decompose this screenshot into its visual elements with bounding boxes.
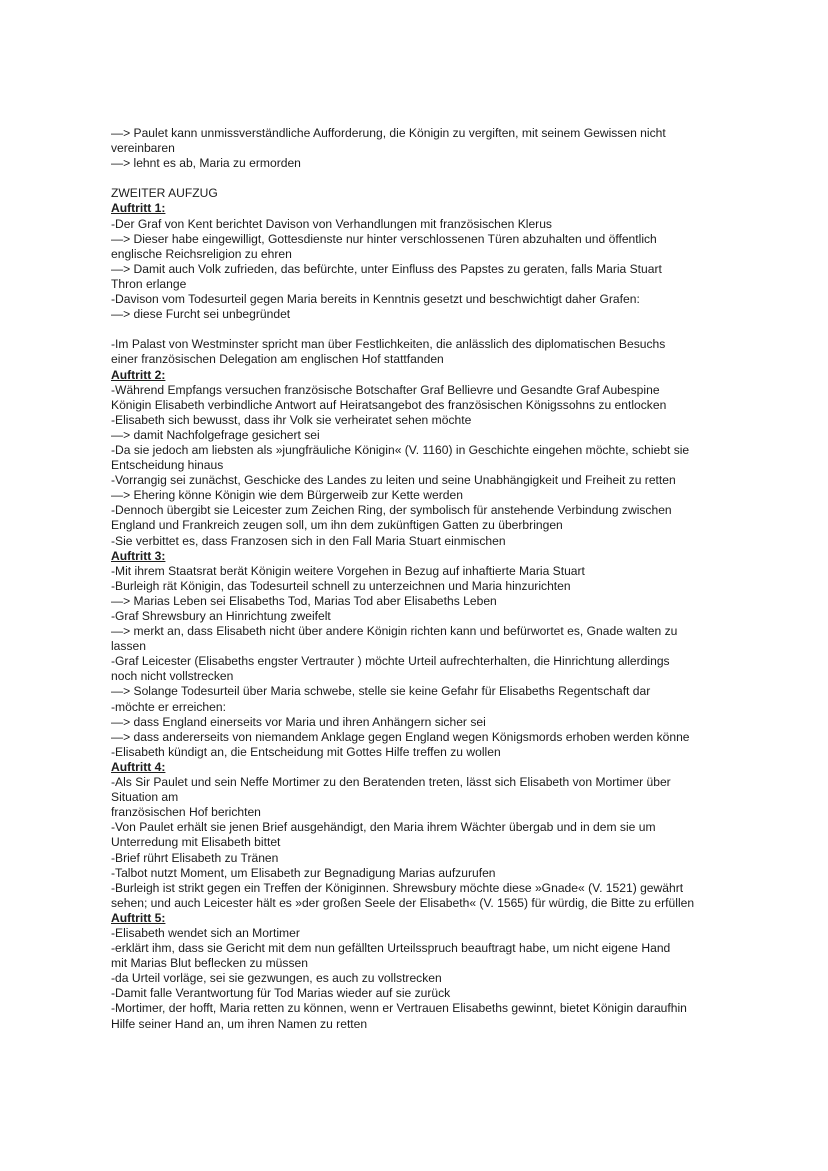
- text-line: —> diese Furcht sei unbegründet: [111, 307, 291, 322]
- paragraph: [111, 820, 721, 850]
- paragraph: [111, 775, 721, 820]
- text-line: —> damit Nachfolgefrage gesichert sei: [111, 427, 320, 442]
- text-line: -Brief rührt Elisabeth zu Tränen: [111, 850, 279, 865]
- text-line: -Dennoch übergibt sie Leicester zum Zeichen Ring, der symbolisch für anstehende Verbindung zwischen: [111, 503, 672, 518]
- paragraph: [111, 503, 721, 533]
- text-line: —> merkt an, dass Elisabeth nicht über andere Königin richten kann und befürwortet es, Gnade walten zu: [111, 624, 678, 639]
- text-line: -Graf Shrewsbury an Hinrichtung zweifelt: [111, 609, 331, 623]
- paragraph: [111, 881, 721, 911]
- text-line: Hilfe seiner Hand an, um ihren Namen zu retten: [111, 1016, 368, 1031]
- text-line: noch nicht vollstrecken: [111, 669, 234, 684]
- paragraph: [111, 534, 721, 549]
- paragraph: [111, 413, 721, 428]
- paragraph: [111, 715, 721, 730]
- text-line: Unterredung mit Elisabeth bittet: [111, 835, 281, 850]
- paragraph: [111, 851, 721, 866]
- text-line: -Talbot nutzt Moment, um Elisabeth zur Begnadigung Marias aufzurufen: [111, 865, 496, 880]
- text-line: lassen: [111, 639, 146, 654]
- paragraph: [111, 684, 721, 699]
- text-line: —> Paulet kann unmissverständliche Aufforderung, die Königin zu vergiften, mit seinem Gewissen nicht: [111, 126, 666, 140]
- text-line: sehen; und auch Leicester hält es »der großen Seele der Elisabeth« (V. 1565) für würdig, die Bitte zu erfüllen: [111, 895, 695, 910]
- paragraph: [111, 186, 721, 201]
- text-line: —> lehnt es ab, Maria zu ermorden: [111, 156, 301, 171]
- text-line: -Elisabeth sich bewusst, dass ihr Volk sie verheiratet sehen möchte: [111, 412, 472, 427]
- text-line: -Sie verbittet es, dass Franzosen sich in den Fall Maria Stuart einmischen: [111, 533, 506, 548]
- text-line: -Im Palast von Westminster spricht man über Festlichkeiten, die anlässlich des diplomatischen Besuchs: [111, 337, 666, 352]
- section-heading: Auftritt 3:: [111, 548, 166, 563]
- text-line: —> Ehering könne Königin wie dem Bürgerweib zur Kette werden: [111, 488, 463, 503]
- section-heading: Auftritt 2:: [111, 367, 166, 382]
- paragraph: [111, 624, 721, 654]
- text-line: Königin Elisabeth verbindliche Antwort auf Heiratsangebot des französischen Königssohns zu entlocken: [111, 397, 667, 412]
- paragraph: [111, 337, 721, 367]
- text-line: einer französischen Delegation am englischen Hof stattfanden: [111, 352, 444, 367]
- paragraph: [111, 383, 721, 413]
- text-line: vereinbaren: [111, 141, 175, 156]
- paragraph: [111, 488, 721, 503]
- paragraph: [111, 473, 721, 488]
- paragraph: [111, 579, 721, 594]
- text-line: -Von Paulet erhält sie jenen Brief ausgehändigt, den Maria ihrem Wächter übergab und in dem sie um: [111, 820, 656, 835]
- text-line: -Elisabeth kündigt an, die Entscheidung mit Gottes Hilfe treffen zu wollen: [111, 744, 501, 759]
- text-line: -Der Graf von Kent berichtet Davison von Verhandlungen mit französischen Klerus: [111, 216, 552, 231]
- paragraph: [111, 986, 721, 1001]
- text-line: -Davison vom Todesurteil gegen Maria bereits in Kenntnis gesetzt und beschwichtigt daher Grafen:: [111, 292, 640, 307]
- text-line: -Elisabeth wendet sich an Mortimer: [111, 925, 300, 940]
- paragraph: [111, 126, 721, 156]
- paragraph: [111, 564, 721, 579]
- text-line: -möchte er erreichen:: [111, 699, 226, 714]
- text-line: —> Solange Todesurteil über Maria schwebe, stelle sie keine Gefahr für Elisabeths Regentschaft dar: [111, 684, 651, 699]
- paragraph: [111, 654, 721, 684]
- text-line: —> dass England einerseits vor Maria und ihren Anhängern sicher sei: [111, 714, 486, 729]
- text-line: Thron erlange: [111, 276, 187, 291]
- paragraph: [111, 866, 721, 881]
- paragraph: [111, 745, 721, 760]
- text-line: —> Dieser habe eingewilligt, Gottesdienste nur hinter verschlossenen Türen abzuhalten und öffentlich: [111, 231, 657, 246]
- paragraph: [111, 594, 721, 609]
- text-line: -da Urteil vorläge, sei sie gezwungen, es auch zu vollstrecken: [111, 971, 442, 986]
- paragraph: [111, 609, 721, 624]
- text-line: -Während Empfangs versuchen französische Botschafter Graf Bellievre und Gesandte Graf Aubespine: [111, 382, 660, 397]
- text-line: Entscheidung hinaus: [111, 458, 224, 473]
- paragraph: [111, 971, 721, 986]
- paragraph: [111, 307, 721, 322]
- paragraph: [111, 156, 721, 171]
- text-line: -Burleigh ist strikt gegen ein Treffen der Königinnen. Shrewsbury möchte diese »Gnade« (V. 1521) gewährt: [111, 880, 684, 895]
- text-line: —> Damit auch Volk zufrieden, das befürchte, unter Einfluss des Papstes zu geraten, falls Maria Stuart: [111, 261, 662, 276]
- paragraph: [111, 262, 721, 292]
- paragraph: [111, 941, 721, 971]
- text-line: -Damit falle Verantwortung für Tod Marias wieder auf sie zurück: [111, 986, 451, 1001]
- text-line: ZWEITER AUFZUG: [111, 186, 218, 201]
- text-line: —> dass andererseits von niemandem Anklage gegen England wegen Königsmords erhoben werden könne: [111, 729, 690, 744]
- text-line: -erklärt ihm, dass sie Gericht mit dem nun gefällten Urteilsspruch beauftragt habe, um nicht eigene Hand: [111, 941, 671, 956]
- section-heading: Auftritt 5:: [111, 910, 166, 925]
- document-page: [111, 126, 721, 1032]
- text-line: —> Marias Leben sei Elisabeths Tod, Marias Tod aber Elisabeths Leben: [111, 593, 497, 608]
- text-line: -Mit ihrem Staatsrat berät Königin weitere Vorgehen in Bezug auf inhaftierte Maria Stuart: [111, 563, 585, 578]
- paragraph: [111, 232, 721, 262]
- section-heading: Auftritt 1:: [111, 201, 166, 216]
- text-line: -Da sie jedoch am liebsten als »jungfräuliche Königin« (V. 1160) in Geschichte eingehen möchte, schiebt sie: [111, 442, 690, 457]
- paragraph: [111, 428, 721, 443]
- text-line: französischen Hof berichten: [111, 805, 261, 820]
- paragraph: [111, 443, 721, 473]
- paragraph: [111, 700, 721, 715]
- paragraph: [111, 730, 721, 745]
- text-line: England und Frankreich zeugen soll, um ihn dem zukünftigen Gatten zu überbringen: [111, 518, 563, 533]
- section-heading: Auftritt 4:: [111, 759, 166, 774]
- text-line: -Burleigh rät Königin, das Todesurteil schnell zu unterzeichnen und Maria hinzurichten: [111, 578, 571, 593]
- text-line: -Graf Leicester (Elisabeths engster Vertrauter ) möchte Urteil aufrechterhalten, die Hinrichtung allerdings: [111, 654, 670, 669]
- paragraph: [111, 292, 721, 307]
- text-line: -Vorrangig sei zunächst, Geschicke des Landes zu leiten und seine Unabhängigkeit und Freiheit zu retten: [111, 473, 676, 488]
- text-line: englische Reichsreligion zu ehren: [111, 246, 292, 261]
- paragraph: [111, 1001, 721, 1031]
- text-line: mit Marias Blut beflecken zu müssen: [111, 956, 308, 971]
- text-line: -Als Sir Paulet und sein Neffe Mortimer zu den Beratenden treten, lässt sich Elisabeth von Mortimer über: [111, 775, 671, 790]
- text-line: -Mortimer, der hofft, Maria retten zu können, wenn er Vertrauen Elisabeths gewinnt, bietet Königin daraufhin: [111, 1001, 687, 1016]
- blank-line: [111, 322, 721, 337]
- text-line: Situation am: [111, 790, 179, 805]
- paragraph: [111, 217, 721, 232]
- paragraph: [111, 926, 721, 941]
- blank-line: [111, 171, 721, 186]
